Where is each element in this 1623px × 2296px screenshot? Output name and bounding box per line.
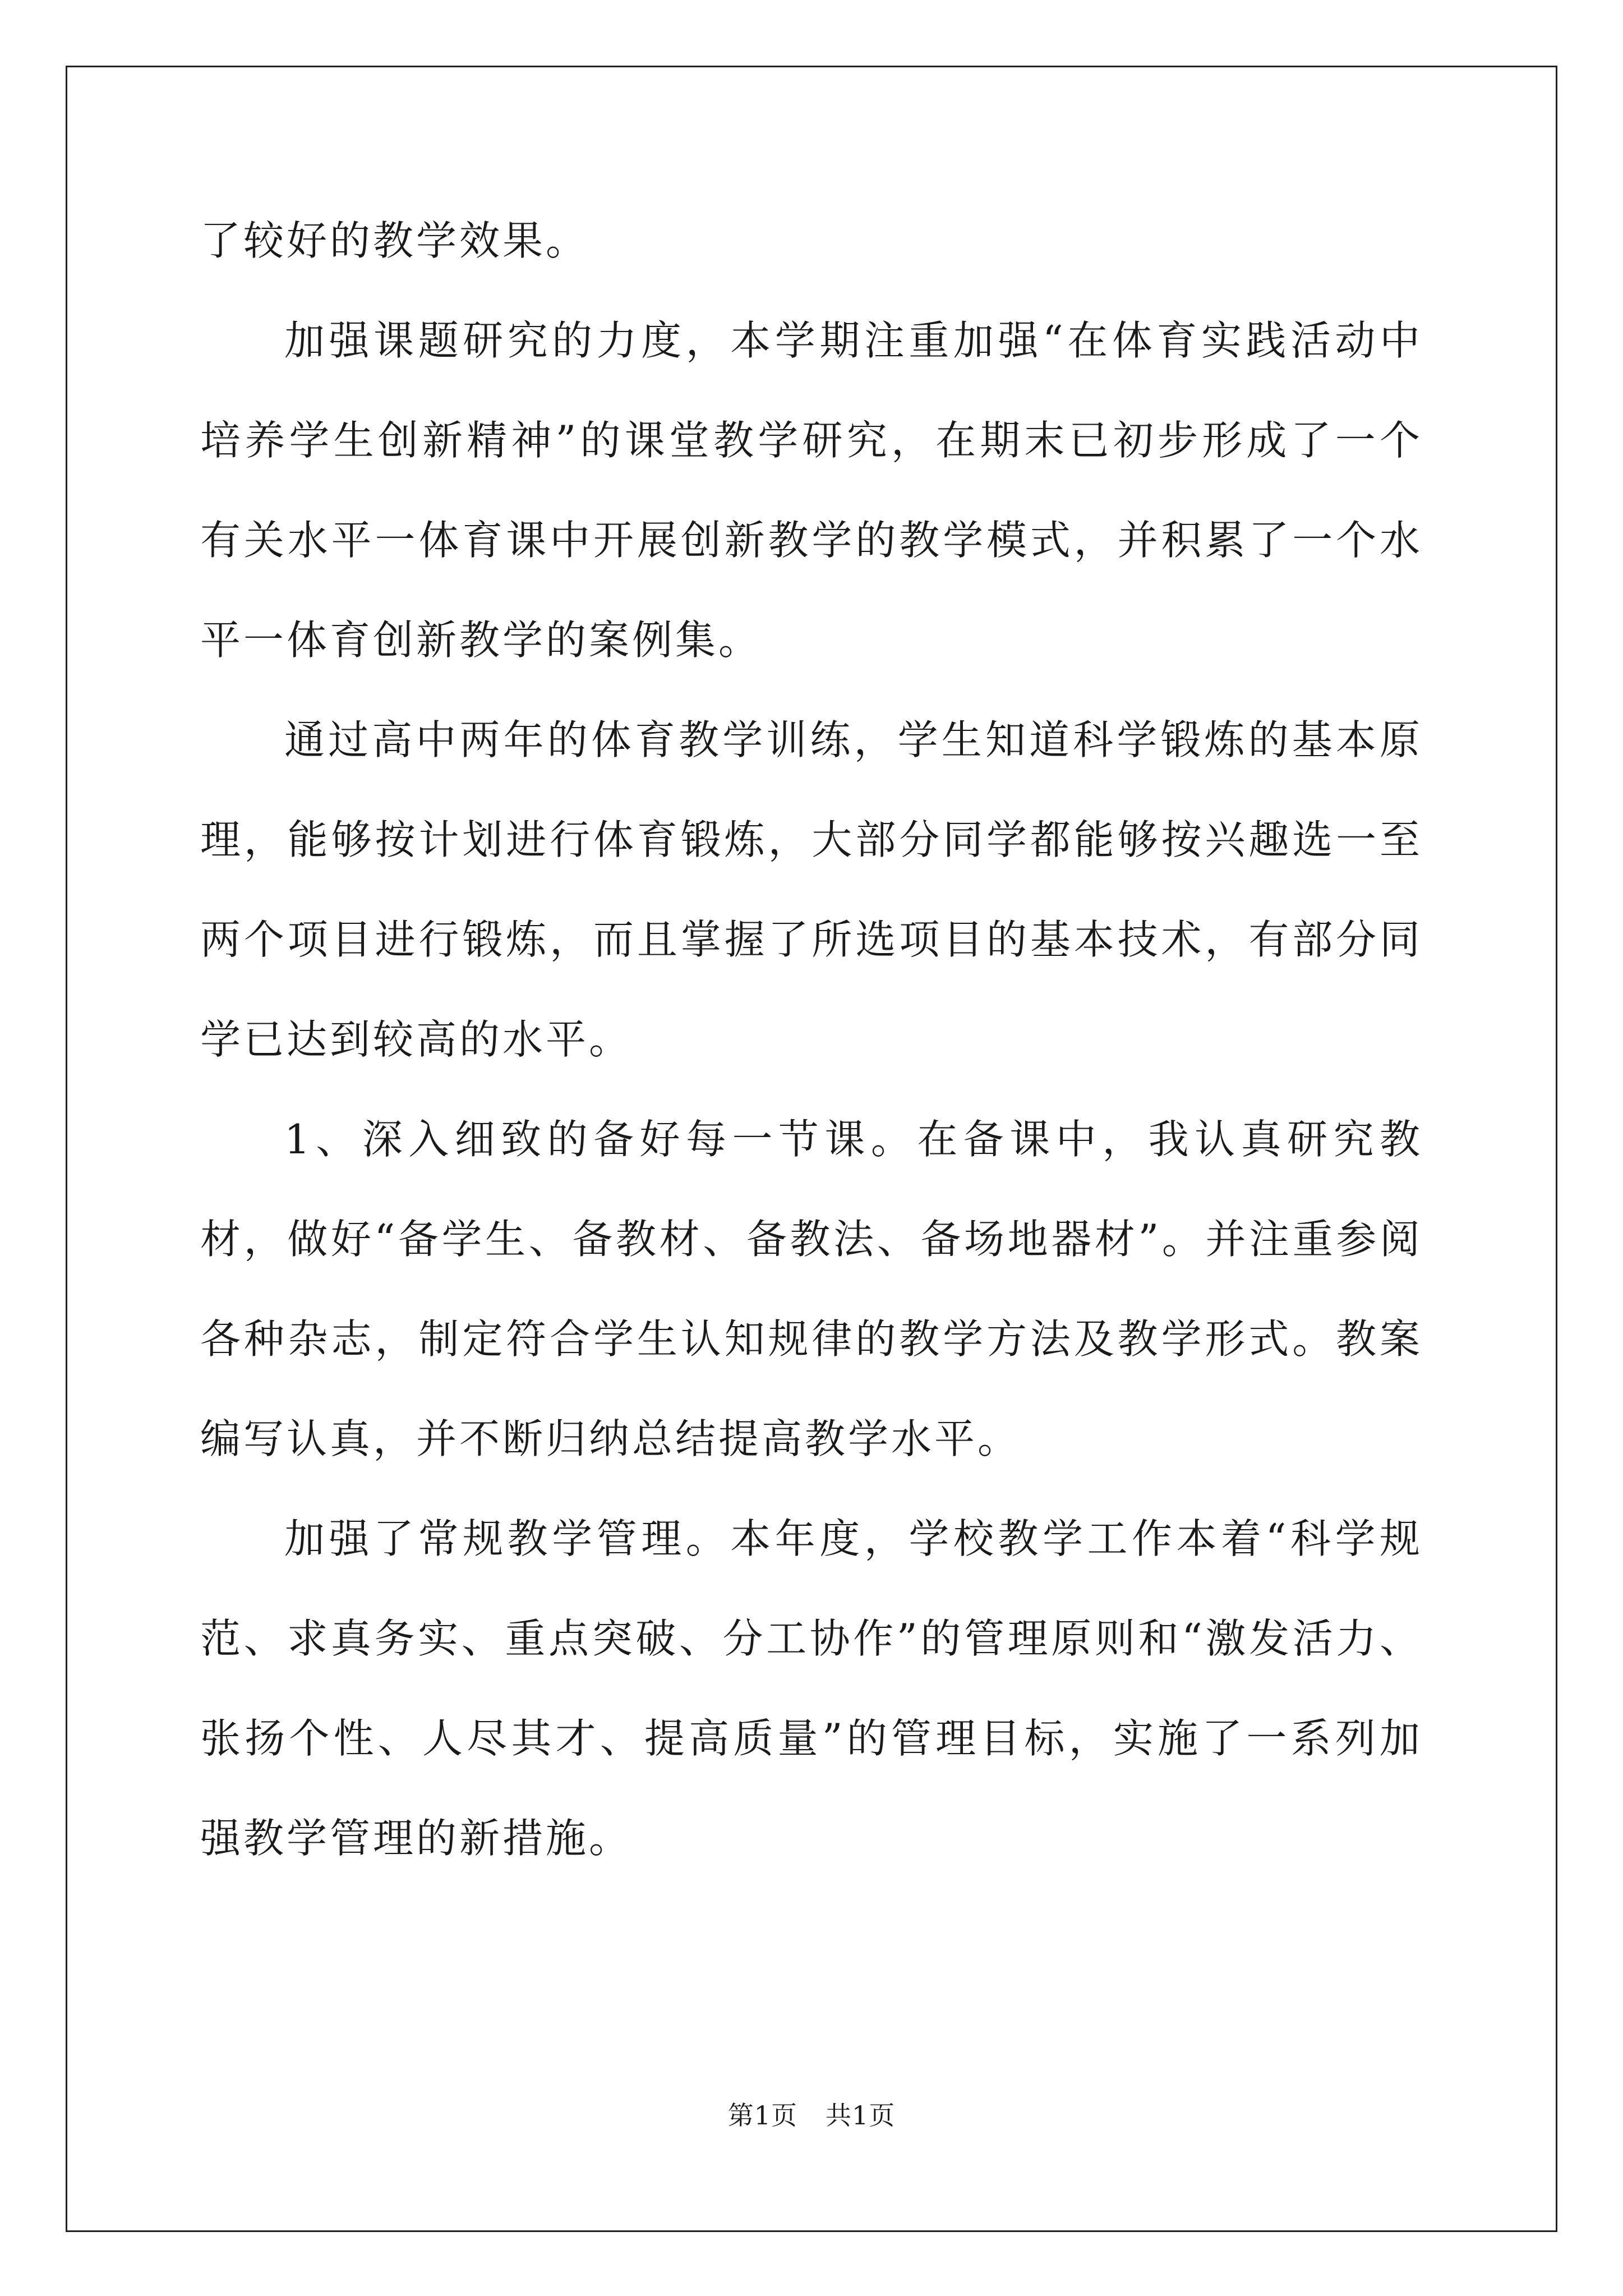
page-total: 共1页 — [826, 2100, 896, 2131]
paragraph: 了较好的教学效果。 — [200, 217, 589, 264]
paragraph: 1、深入细致的备好每一节课。在备课中，我认真研究教材，做好“备学生、备教材、备教法、备场地器材”。并注重参阅各种杂志，制定符合学生认知规律的教学方法及教学形式。教案编写认真，并不断归纳总结提高教学水平。 — [200, 1116, 1423, 1462]
paragraph: 加强课题研究的力度，本学期注重加强“在体育实践活动中培养学生创新精神”的课堂教学研究，在期末已初步形成了一个有关水平一体育课中开展创新教学的教学模式，并积累了一个水平一体育创新教学的案例集。 — [200, 317, 1423, 664]
paragraph: 通过高中两年的体育教学训练，学生知道科学锻炼的基本原理，能够按计划进行体育锻炼，大部分同学都能够按兴趣选一至两个项目进行锻炼，而且掌握了所选项目的基本技术，有部分同学已达到较高的水平。 — [200, 716, 1423, 1063]
page-footer — [0, 2095, 1623, 2132]
paragraph: 加强了常规教学管理。本年度，学校教学工作本着“科学规范、求真务实、重点突破、分工协作”的管理原则和“激发活力、张扬个性、人尽其才、提高质量”的管理目标，实施了一系列加强教学管理的新措施。 — [200, 1515, 1423, 1862]
page-number: 第1页 — [727, 2100, 797, 2131]
document-body — [200, 191, 1423, 1888]
